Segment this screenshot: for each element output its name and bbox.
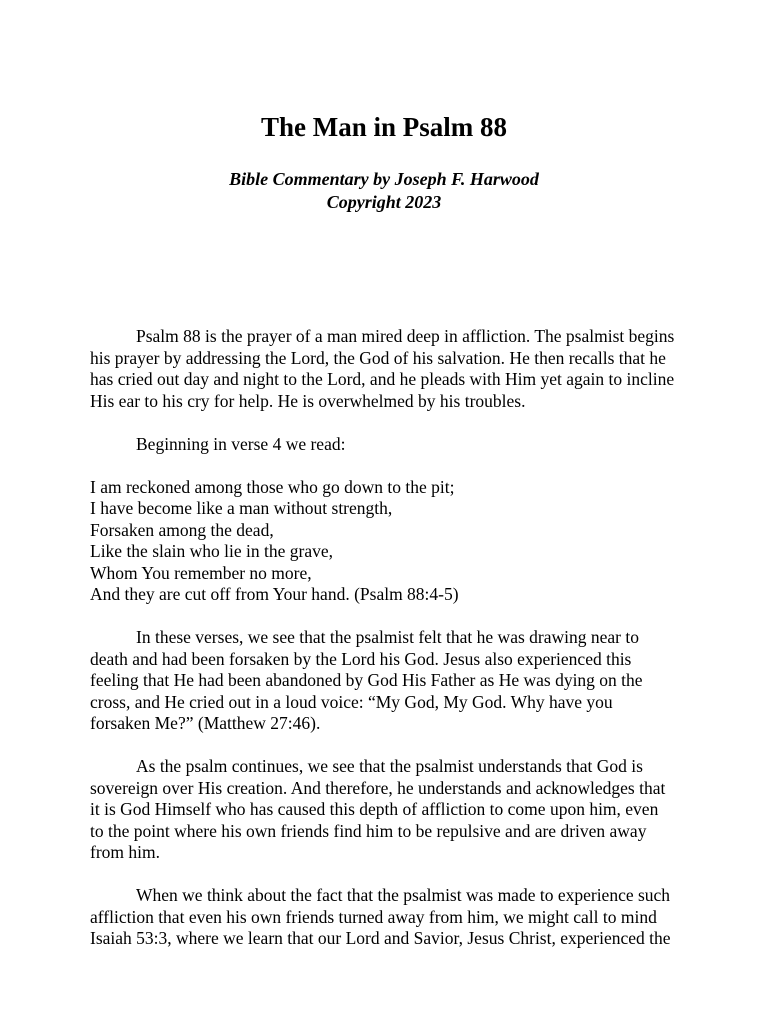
text-line: Psalm 88 is the prayer of a man mired deep in affliction. The psalmist begins (136, 326, 675, 346)
text-line: his prayer by addressing the Lord, the God of his salvation. He then recalls that he (90, 347, 666, 368)
text-line: In these verses, we see that the psalmist felt that he was drawing near to (136, 627, 639, 647)
text-line: Isaiah 53:3, where we learn that our Lord and Savior, Jesus Christ, experienced the (90, 928, 671, 948)
text-line: sovereign over His creation. And therefore, he understands and acknowledges that (90, 777, 666, 798)
text-line: from him. (90, 842, 160, 862)
text-line: death and had been forsaken by the Lord his God. Jesus also experienced this (90, 648, 632, 669)
scripture-quote (90, 477, 680, 606)
verse-line: I have become like a man without strength, (90, 498, 393, 518)
paragraph-2 (90, 434, 680, 456)
text-line: to the point where his own friends find him to be repulsive and are driven away (90, 820, 647, 841)
text-line: Beginning in verse 4 we read: (136, 433, 346, 454)
paragraph-5 (90, 885, 680, 950)
text-line: has cried out day and night to the Lord, and he pleads with Him yet again to incline (90, 369, 675, 389)
text-line: As the psalm continues, we see that the psalmist understands that God is (136, 756, 643, 776)
text-line: it is God Himself who has caused this depth of affliction to come upon him, even (90, 799, 659, 819)
document-title: The Man in Psalm 88 (260, 112, 508, 142)
byline-block (0, 168, 768, 214)
text-line: forsaken Me?” (Matthew 27:46). (90, 713, 321, 733)
paragraph-1 (90, 326, 680, 412)
body-text (90, 326, 680, 971)
paragraph-3 (90, 627, 680, 735)
paragraph-4 (90, 756, 680, 864)
text-line: affliction that even his own friends turned away from him, we might call to mind (90, 906, 657, 927)
text-line: cross, and He cried out in a loud voice: “My God, My God. Why have you (90, 691, 613, 712)
verse-line: I am reckoned among those who go down to the pit; (90, 476, 455, 497)
text-line: When we think about the fact that the psalmist was made to experience such (136, 885, 671, 905)
verse-line: And they are cut off from Your hand. (Psalm 88:4-5) (90, 584, 459, 604)
verse-line: Like the slain who lie in the grave, (90, 541, 333, 561)
text-line: feeling that He had been abandoned by God His Father as He was dying on the (90, 670, 643, 690)
author-line: Bible Commentary by Joseph F. Harwood (229, 169, 539, 189)
verse-line: Forsaken among the dead, (90, 519, 274, 540)
text-line: His ear to his cry for help. He is overwhelmed by his troubles. (90, 390, 526, 411)
verse-line: Whom You remember no more, (90, 562, 312, 583)
copyright-line: Copyright 2023 (326, 192, 442, 212)
